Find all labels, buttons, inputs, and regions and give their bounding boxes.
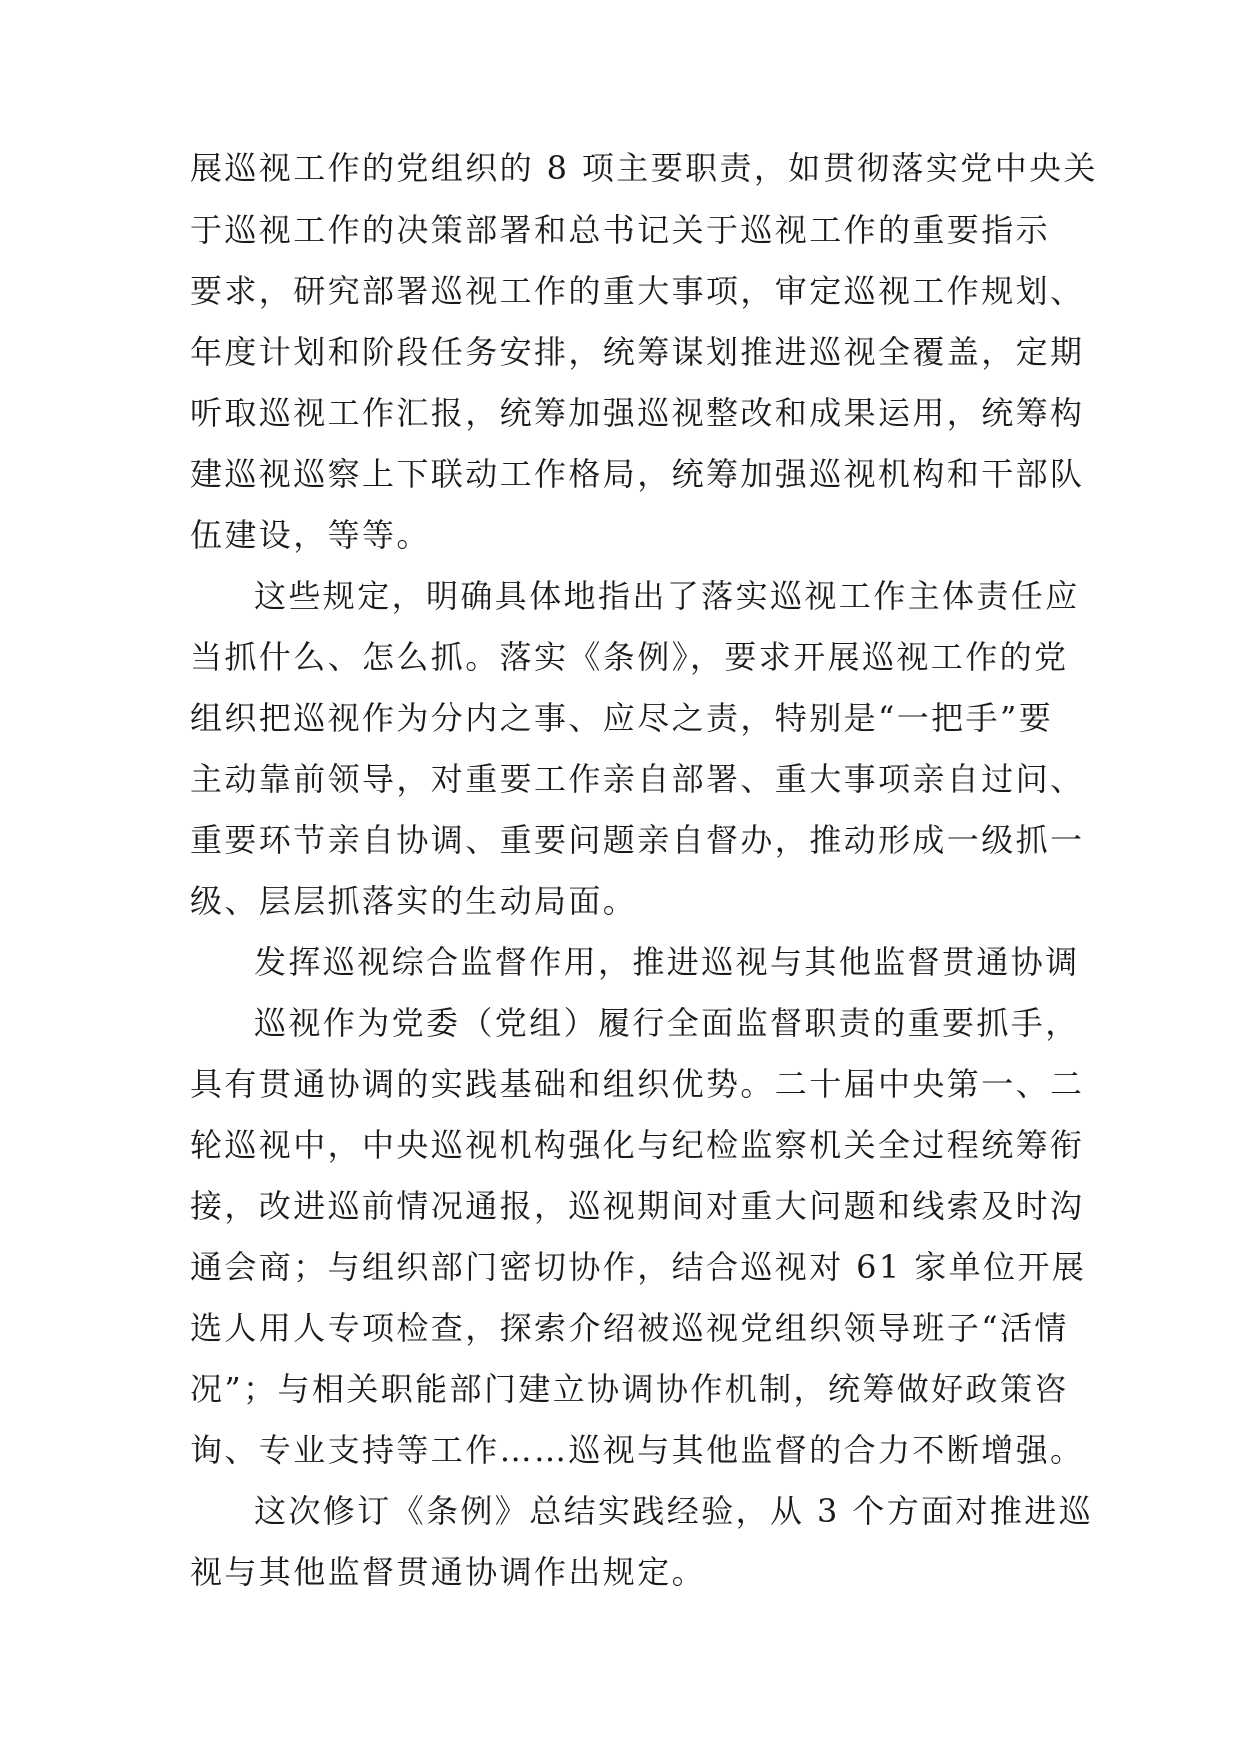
text-line: 重要环节亲自协调、重要问题亲自督办，推动形成一级抓一	[190, 821, 1085, 859]
text-line: 组织把巡视作为分内之事、应尽之责，特别是“一把手”要	[190, 699, 1054, 737]
section-heading: 发挥巡视综合监督作用，推进巡视与其他监督贯通协调	[254, 943, 1080, 981]
text-line: 况”；与相关职能部门建立协调协作机制，统筹做好政策咨	[190, 1370, 1069, 1408]
text-line: 视与其他监督贯通协调作出规定。	[190, 1553, 707, 1591]
text-line: 具有贯通协调的实践基础和组织优势。二十届中央第一、二	[190, 1065, 1085, 1103]
text-line: 当抓什么、怎么抓。落实《条例》，要求开展巡视工作的党	[190, 638, 1069, 676]
text-line: 听取巡视工作汇报，统筹加强巡视整改和成果运用，统筹构	[190, 394, 1085, 432]
text-line: 接，改进巡前情况通报，巡视期间对重大问题和线索及时沟	[190, 1187, 1085, 1225]
text-line: 年度计划和阶段任务安排，统筹谋划推进巡视全覆盖，定期	[190, 333, 1085, 371]
text-line: 伍建设，等等。	[190, 516, 431, 554]
text-line: 选人用人专项检查，探索介绍被巡视党组织领导班子“活情	[190, 1309, 1069, 1347]
text-line: 要求，研究部署巡视工作的重大事项，审定巡视工作规划、	[190, 272, 1085, 310]
paragraph-start-line: 这些规定，明确具体地指出了落实巡视工作主体责任应	[254, 577, 1080, 615]
paragraph-start-line: 巡视作为党委（党组）履行全面监督职责的重要抓手，	[254, 1004, 1080, 1042]
text-line: 建巡视巡察上下联动工作格局，统筹加强巡视机构和干部队	[190, 455, 1085, 493]
text-line: 展巡视工作的党组织的 8 项主要职责，如贯彻落实党中央关	[190, 149, 1098, 187]
text-line: 主动靠前领导，对重要工作亲自部署、重大事项亲自过问、	[190, 760, 1085, 798]
text-line: 轮巡视中，中央巡视机构强化与纪检监察机关全过程统筹衔	[190, 1126, 1085, 1164]
text-line: 级、层层抓落实的生动局面。	[190, 882, 638, 920]
text-line: 于巡视工作的决策部署和总书记关于巡视工作的重要指示	[190, 211, 1051, 249]
paragraph-start-line: 这次修订《条例》总结实践经验，从 3 个方面对推进巡	[254, 1492, 1094, 1530]
text-line: 通会商；与组织部门密切协作，结合巡视对 61 家单位开展	[190, 1248, 1087, 1286]
text-line: 询、专业支持等工作……巡视与其他监督的合力不断增强。	[190, 1431, 1085, 1469]
